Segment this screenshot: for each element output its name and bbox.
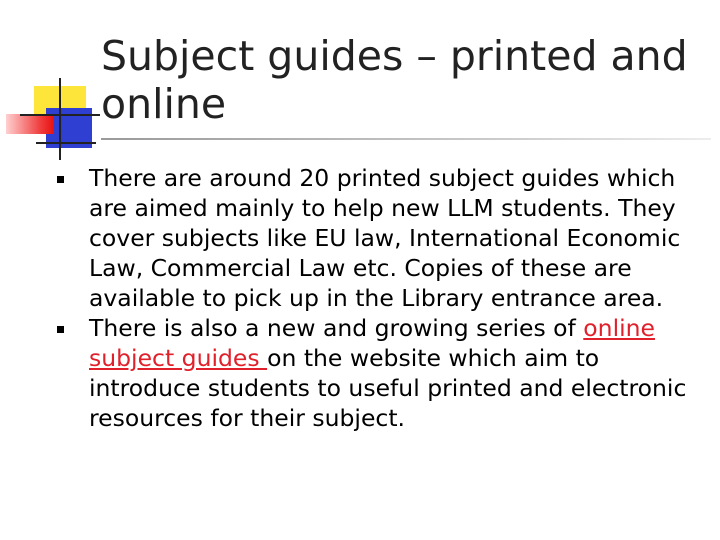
online-subject-guides-link[interactable]: online subject guides [89, 314, 655, 372]
slide-title: Subject guides – printed and online [101, 32, 688, 128]
bullet-list [56, 163, 706, 433]
red-bar [6, 114, 54, 134]
bullet-item-online-guides [56, 313, 706, 433]
horizontal-line-bottom [36, 142, 96, 144]
horizontal-line-top [20, 114, 100, 116]
bullet-text-before-link: There is also a new and growing series of [89, 314, 584, 342]
square-bullet-icon [57, 326, 64, 333]
square-bullet-icon [57, 176, 64, 183]
bullet-item-printed-guides [56, 163, 706, 313]
title-underline [101, 138, 711, 140]
bullet-text-after-link: on the website which aim to introduce students to useful printed and electronic resources for their subject. [89, 344, 687, 432]
corner-decoration-icon [0, 0, 110, 170]
vertical-line [59, 78, 61, 160]
bullet-text: There are around 20 printed subject guides which are aimed mainly to help new LLM students. They cover subjects like EU law, International Economic Law, Commercial Law etc. Copies of these are available to pick up in the Library entrance area. [89, 164, 681, 312]
